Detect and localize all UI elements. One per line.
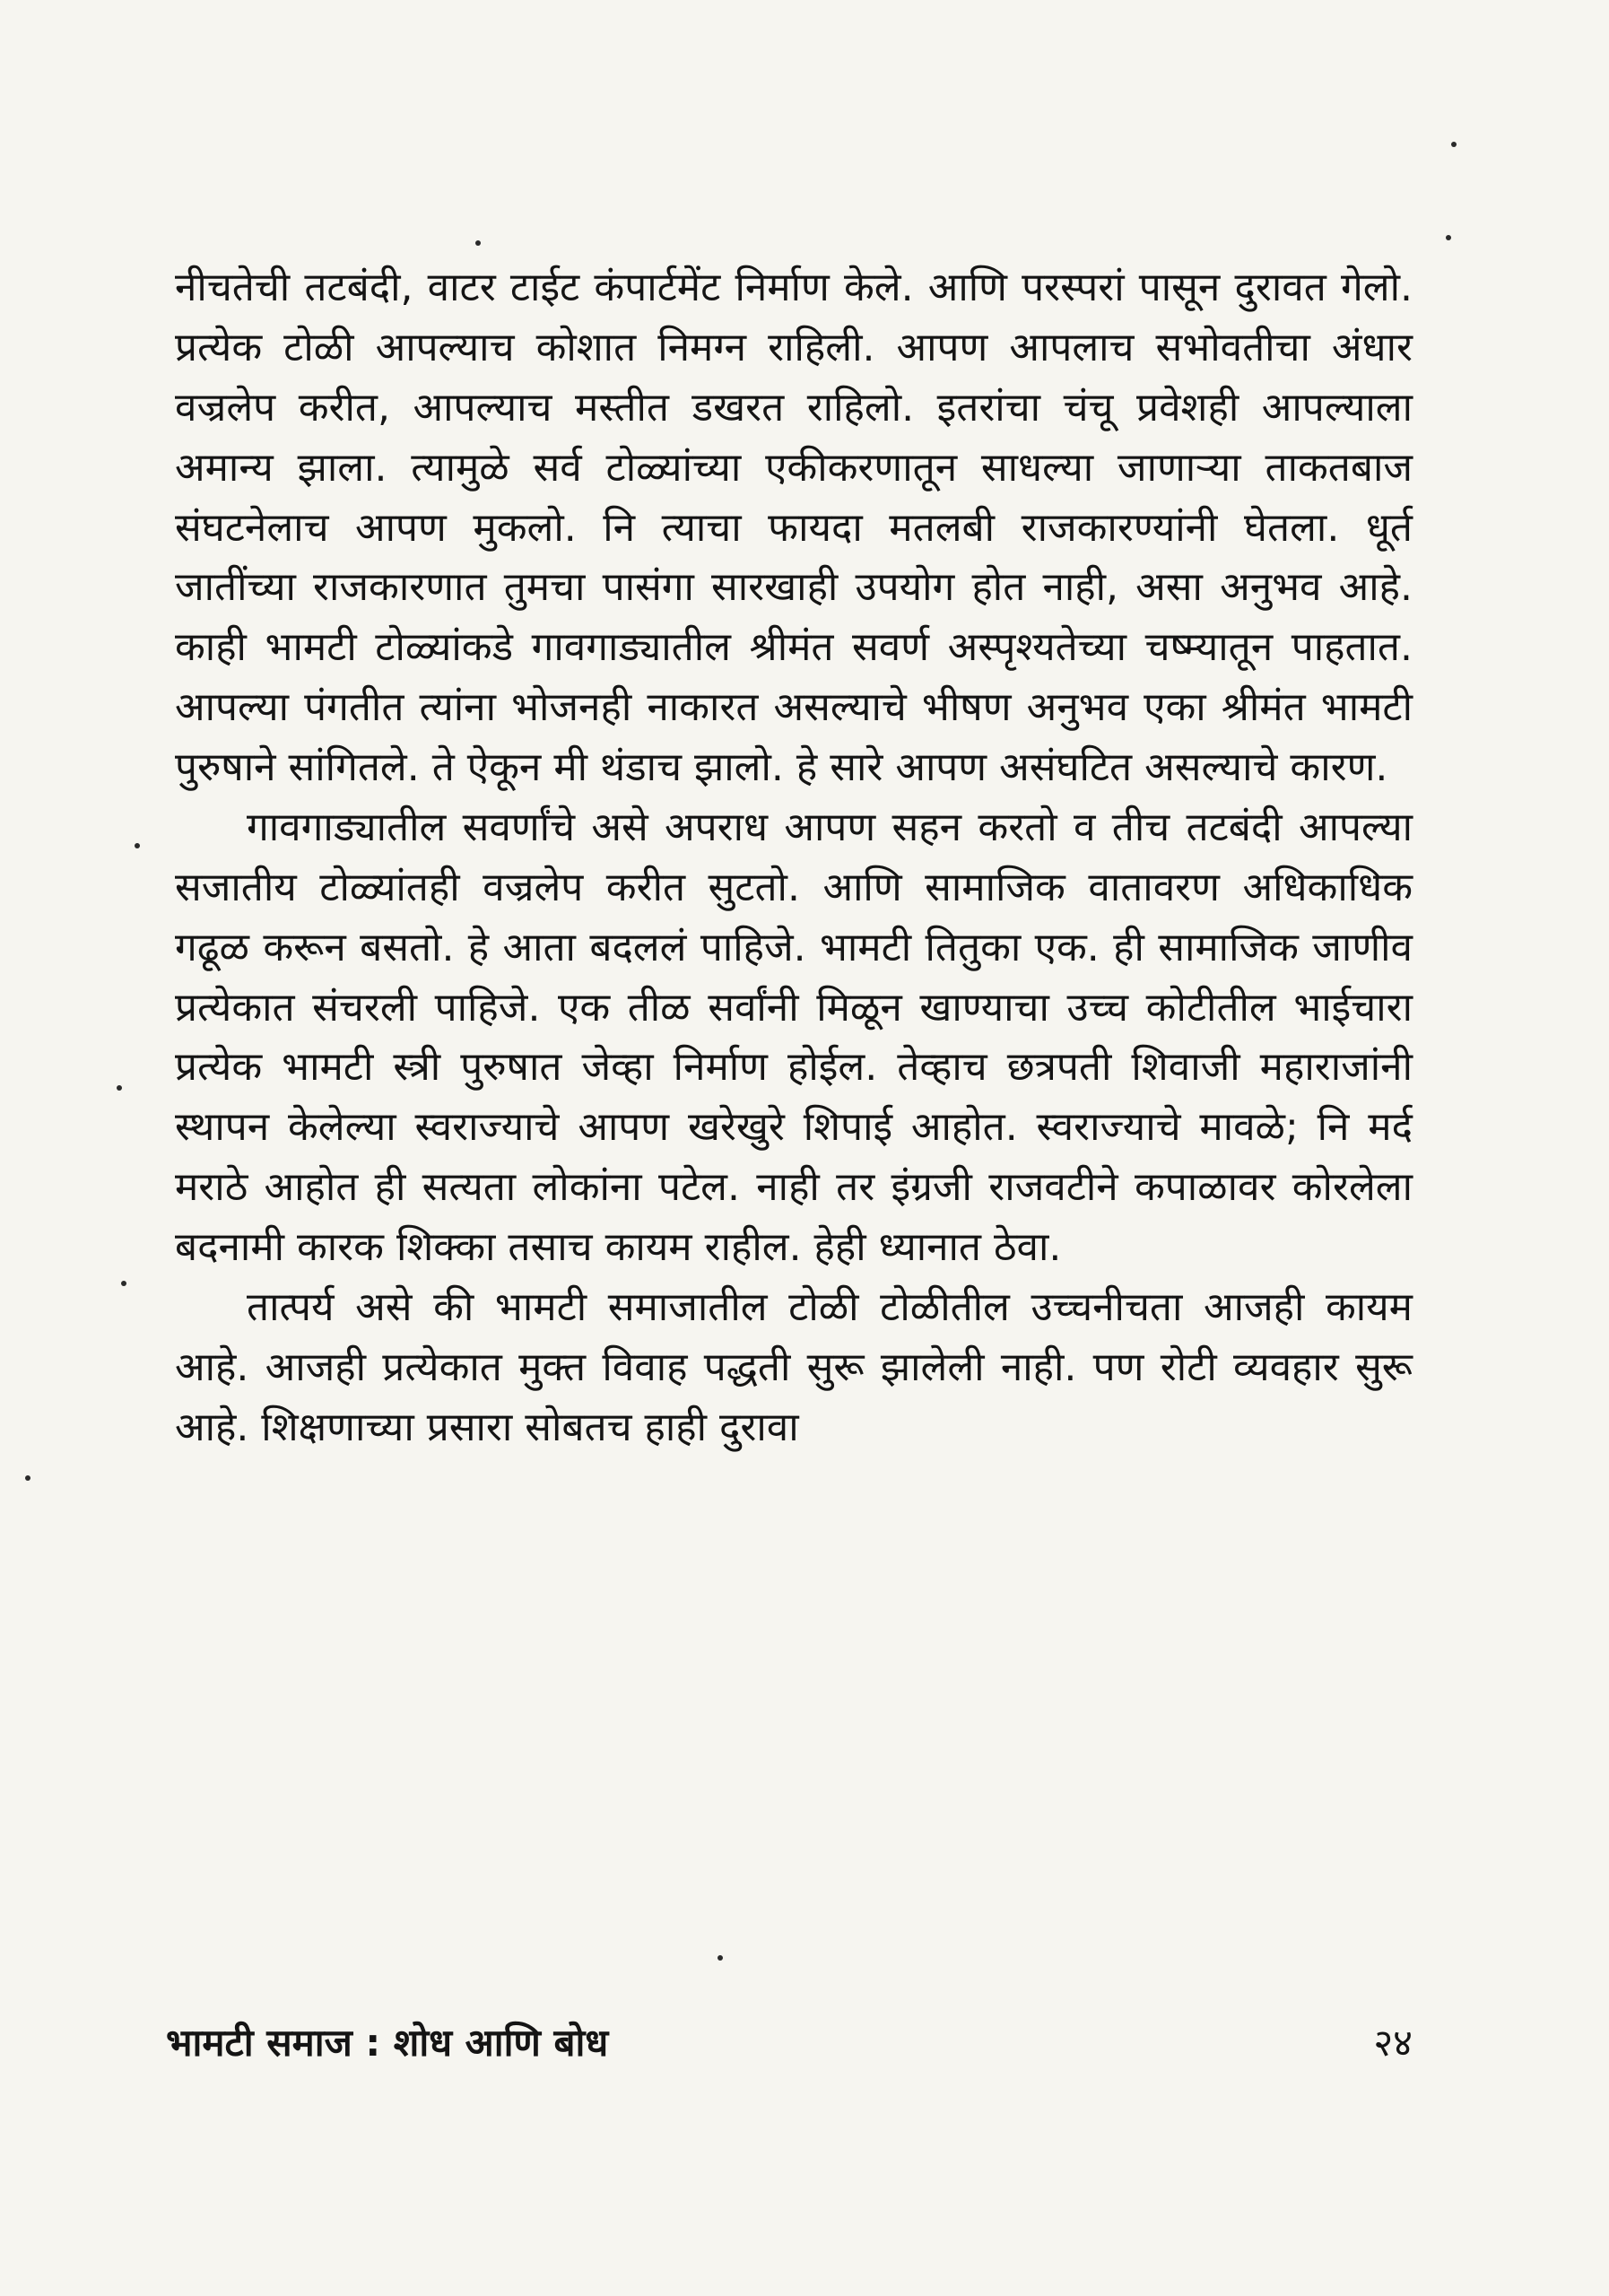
paragraph-3: तात्पर्य असे की भामटी समाजातील टोळी टोळीतील उच्चनीचता आजही कायम आहे. आजही प्रत्येकात मुक्त विवाह पद्धती सुरू झालेली नाही. पण रोटी व्यवहार सुरू आहे. शिक्षणाच्या प्रसारा सोबतच हाही दुरावा <box>175 1283 1413 1450</box>
dust-speck <box>25 1475 30 1481</box>
dust-speck <box>121 1281 126 1286</box>
dust-speck <box>718 1955 723 1961</box>
dust-speck <box>1451 142 1457 147</box>
paragraph-2: गावगाड्यातील सवर्णांचे असे अपराध आपण सहन करतो व तीच तटबंदी आपल्या सजातीय टोळ्यांतही वज्रलेप करीत सुटतो. आणि सामाजिक वातावरण अधिकाधिक गढूळ करून बसतो. हे आता बदललं पाहिजे. भामटी तितुका एक. ही सामाजिक जाणीव प्रत्येकात संचरली पाहिजे. एक तीळ सर्वांनी मिळून खाण्याचा उच्च कोटीतील भाईचारा प्रत्येक भामटी स्त्री पुरुषात जेव्हा निर्माण होईल. तेव्हाच छत्रपती शिवाजी महाराजांनी स्थापन केलेल्या स्वराज्याचे आपण खरेखुरे शिपाई आहोत. स्वराज्याचे मावळे; नि मर्द मराठे आहोत ही सत्यता लोकांना पटेल. नाही तर इंग्रजी राजवटीने कपाळावर कोरलेला बदनामी कारक शिक्का तसाच कायम राहील. हेही ध्यानात ठेवा. <box>175 804 1413 1270</box>
paragraph-1: नीचतेची तटबंदी, वाटर टाईट कंपार्टमेंट निर्माण केले. आणि परस्परां पासून दुरावत गेलो. प्रत्येक टोळी आपल्याच कोशात निमग्न राहिली. आपण आपलाच सभोवतीचा अंधार वज्रलेप करीत, आपल्याच मस्तीत डखरत राहिलो. इतरांचा चंचू प्रवेशही आपल्याला अमान्य झाला. त्यामुळे सर्व टोळ्यांच्या एकीकरणातून साधल्या जाणाऱ्या ताकतबाज संघटनेलाच आपण मुकलो. नि त्याचा फायदा मतलबी राजकारण्यांनी घेतला. धूर्त जातींच्या राजकारणात तुमचा पासंगा सारखाही उपयोग होत नाही, असा अनुभव आहे. काही भामटी टोळ्यांकडे गावगाड्यातील श्रीमंत सवर्ण अस्पृश्यतेच्या चष्म्यातून पाहतात. आपल्या पंगतीत त्यांना भोजनही नाकारत असल्याचे भीषण अनुभव एका श्रीमंत भामटी पुरुषाने सांगितले. ते ऐकून मी थंडाच झालो. हे सारे आपण असंघटित असल्याचे कारण. <box>175 265 1413 790</box>
dust-speck <box>135 843 140 848</box>
body-text <box>175 258 1413 1458</box>
dust-speck <box>117 1085 122 1091</box>
dust-speck <box>1446 235 1451 240</box>
page-footer <box>166 2016 1413 2067</box>
dust-speck <box>475 240 481 246</box>
book-title: भामटी समाज : शोध आणि बोध <box>166 2021 609 2065</box>
page-number: २४ <box>1373 2021 1413 2065</box>
